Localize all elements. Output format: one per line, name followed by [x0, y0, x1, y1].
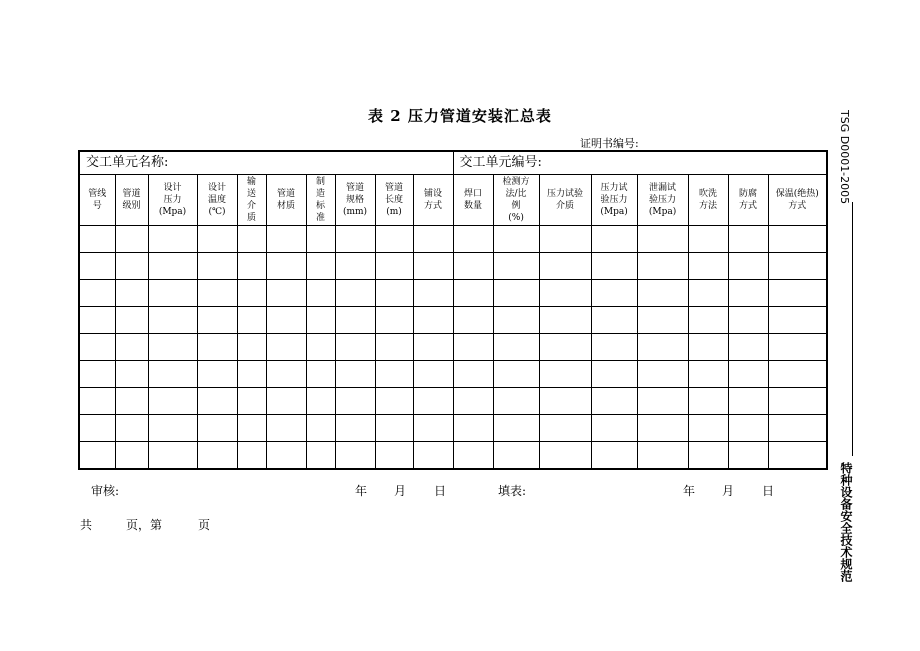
- column-header-line: 设计: [207, 183, 226, 193]
- column-header: [688, 175, 728, 226]
- table-cell[interactable]: [539, 253, 591, 280]
- table-cell[interactable]: [148, 253, 197, 280]
- table-cell[interactable]: [375, 415, 413, 442]
- table-cell[interactable]: [375, 361, 413, 388]
- table-cell[interactable]: [493, 253, 539, 280]
- table-cell[interactable]: [79, 307, 115, 334]
- column-header-line: 验压力: [600, 195, 628, 205]
- fill-month-label: 月: [722, 484, 735, 498]
- column-header: [539, 175, 591, 226]
- column-header-line: 级别: [122, 201, 141, 211]
- table-cell[interactable]: [197, 280, 237, 307]
- table-cell[interactable]: [375, 280, 413, 307]
- table-cell[interactable]: [237, 415, 266, 442]
- table-row: [79, 334, 827, 361]
- table-cell[interactable]: [115, 442, 148, 470]
- table-cell[interactable]: [266, 280, 306, 307]
- column-header-line: 造: [315, 189, 325, 199]
- table-cell[interactable]: [413, 334, 453, 361]
- table-cell[interactable]: [306, 307, 335, 334]
- column-header-line: 压力试: [600, 183, 628, 193]
- table-cell[interactable]: [375, 334, 413, 361]
- column-header-line: 管线: [88, 189, 107, 199]
- fill-year-label: 年: [683, 484, 696, 498]
- table-cell[interactable]: [453, 307, 493, 334]
- column-header-line: 方式: [739, 201, 758, 211]
- table-cell[interactable]: [335, 415, 375, 442]
- column-header-line: 输: [246, 177, 256, 187]
- table-row: [79, 280, 827, 307]
- table-row: [79, 415, 827, 442]
- table-cell[interactable]: [79, 334, 115, 361]
- review-year-label: 年: [355, 484, 368, 498]
- column-header-line: (%): [508, 213, 524, 223]
- table-cell[interactable]: [453, 280, 493, 307]
- table-cell[interactable]: [453, 415, 493, 442]
- column-header-line: 介质: [556, 201, 575, 211]
- table-cell[interactable]: [197, 307, 237, 334]
- column-header-line: (℃): [208, 207, 226, 217]
- table-cell[interactable]: [148, 388, 197, 415]
- column-header-line: 准: [315, 213, 325, 223]
- column-header: [591, 175, 637, 226]
- table-cell[interactable]: [79, 253, 115, 280]
- table-cell[interactable]: [493, 334, 539, 361]
- table-cell[interactable]: [453, 388, 493, 415]
- review-label: 审核:: [91, 484, 120, 498]
- column-header: [148, 175, 197, 226]
- table-row: [79, 253, 827, 280]
- table-cell[interactable]: [306, 280, 335, 307]
- column-header: [266, 175, 306, 226]
- column-header-line: 规格: [345, 195, 364, 205]
- column-header-line: (Mpa): [158, 207, 187, 217]
- column-header-line: 防腐: [739, 189, 758, 199]
- column-header-line: 管道: [122, 189, 141, 199]
- table-cell[interactable]: [375, 442, 413, 470]
- review-day-label: 日: [434, 484, 447, 498]
- table-cell[interactable]: [637, 442, 688, 470]
- table-cell[interactable]: [115, 388, 148, 415]
- standard-name: 特种设备安全技术规范: [839, 462, 853, 582]
- table-cell[interactable]: [335, 388, 375, 415]
- table-cell[interactable]: [591, 253, 637, 280]
- table-row: [79, 442, 827, 470]
- table-cell[interactable]: [539, 307, 591, 334]
- column-header: [637, 175, 688, 226]
- table-cell[interactable]: [266, 388, 306, 415]
- column-header: [768, 175, 827, 226]
- table-cell[interactable]: [591, 226, 637, 253]
- table-cell[interactable]: [591, 415, 637, 442]
- table-cell[interactable]: [728, 361, 768, 388]
- table-cell[interactable]: [148, 307, 197, 334]
- table-cell[interactable]: [148, 361, 197, 388]
- table-cell[interactable]: [375, 226, 413, 253]
- table-cell[interactable]: [413, 226, 453, 253]
- column-header-line: 泄漏试: [649, 183, 677, 193]
- table-cell[interactable]: [768, 361, 827, 388]
- table-cell[interactable]: [413, 253, 453, 280]
- column-header: [375, 175, 413, 226]
- table-cell[interactable]: [768, 280, 827, 307]
- page-total-label: 共: [80, 518, 93, 532]
- table-cell[interactable]: [413, 361, 453, 388]
- table-cell[interactable]: [728, 253, 768, 280]
- table-cell[interactable]: [453, 361, 493, 388]
- table-cell[interactable]: [493, 415, 539, 442]
- table-cell[interactable]: [266, 253, 306, 280]
- column-header: [237, 175, 266, 226]
- table-cell[interactable]: [335, 253, 375, 280]
- table-cell[interactable]: [453, 253, 493, 280]
- column-header: [728, 175, 768, 226]
- column-header-line: 检测方: [502, 177, 530, 187]
- table-cell[interactable]: [637, 361, 688, 388]
- table-cell[interactable]: [413, 388, 453, 415]
- table-cell[interactable]: [728, 388, 768, 415]
- column-header-line: 管道: [384, 183, 403, 193]
- table-cell[interactable]: [539, 415, 591, 442]
- table-cell[interactable]: [237, 253, 266, 280]
- column-header: [493, 175, 539, 226]
- table-cell[interactable]: [79, 280, 115, 307]
- table-cell[interactable]: [306, 415, 335, 442]
- column-header-line: 验压力: [649, 195, 677, 205]
- table-cell[interactable]: [539, 226, 591, 253]
- table-cell[interactable]: [688, 226, 728, 253]
- table-cell[interactable]: [306, 226, 335, 253]
- table-row: [79, 226, 827, 253]
- column-header: [413, 175, 453, 226]
- table-row: [79, 361, 827, 388]
- table-cell[interactable]: [591, 388, 637, 415]
- column-header-line: 号: [92, 201, 102, 211]
- table-cell[interactable]: [413, 307, 453, 334]
- table-cell[interactable]: [688, 334, 728, 361]
- unit-number-label: 交工单元编号:: [459, 155, 542, 170]
- page-end-label: 页: [198, 518, 211, 532]
- table-cell[interactable]: [768, 226, 827, 253]
- table-cell[interactable]: [768, 442, 827, 470]
- column-header: [306, 175, 335, 226]
- table-cell[interactable]: [306, 361, 335, 388]
- column-header: [453, 175, 493, 226]
- table-cell[interactable]: [768, 253, 827, 280]
- table-cell[interactable]: [335, 334, 375, 361]
- header-row: [79, 175, 827, 226]
- column-header-line: 制: [315, 177, 325, 187]
- table-cell[interactable]: [688, 280, 728, 307]
- column-header-line: 管道: [345, 183, 364, 193]
- column-header-line: 温度: [207, 195, 226, 205]
- column-header-line: 压力: [163, 195, 182, 205]
- table-cell[interactable]: [148, 334, 197, 361]
- table-cell[interactable]: [768, 334, 827, 361]
- table-cell[interactable]: [115, 334, 148, 361]
- table-cell[interactable]: [728, 415, 768, 442]
- table-cell[interactable]: [266, 226, 306, 253]
- table-cell[interactable]: [197, 253, 237, 280]
- table-cell[interactable]: [493, 361, 539, 388]
- table-cell[interactable]: [266, 307, 306, 334]
- table-cell[interactable]: [266, 442, 306, 470]
- column-header-line: 方式: [424, 201, 443, 211]
- table-cell[interactable]: [637, 226, 688, 253]
- table-cell[interactable]: [197, 334, 237, 361]
- column-header-line: (Mpa): [648, 207, 677, 217]
- column-header-line: 标: [315, 201, 325, 211]
- certificate-number-label: 证明书编号:: [580, 137, 639, 150]
- table-cell[interactable]: [539, 280, 591, 307]
- column-header-line: 管道: [276, 189, 295, 199]
- column-header-line: 铺设: [424, 189, 443, 199]
- table-cell[interactable]: [728, 280, 768, 307]
- column-header: [197, 175, 237, 226]
- table-cell[interactable]: [79, 226, 115, 253]
- table-cell[interactable]: [688, 253, 728, 280]
- review-month-label: 月: [394, 484, 407, 498]
- table-cell[interactable]: [539, 442, 591, 470]
- table-cell[interactable]: [115, 280, 148, 307]
- unit-name-label: 交工单元名称:: [86, 155, 169, 170]
- table-cell[interactable]: [306, 388, 335, 415]
- column-header-line: 材质: [276, 201, 295, 211]
- table-cell[interactable]: [197, 361, 237, 388]
- column-header-line: 设计: [163, 183, 182, 193]
- unit-number-cell: [453, 151, 827, 175]
- column-header-line: 介: [246, 201, 256, 211]
- table-cell[interactable]: [266, 361, 306, 388]
- table-cell[interactable]: [688, 388, 728, 415]
- unit-name-cell: [79, 151, 453, 175]
- table-cell[interactable]: [237, 442, 266, 470]
- column-header-line: 焊口: [464, 189, 483, 199]
- column-header-line: 例: [511, 201, 521, 211]
- table-cell[interactable]: [197, 415, 237, 442]
- summary-table: [78, 150, 828, 470]
- table-cell[interactable]: [637, 280, 688, 307]
- table-cell[interactable]: [115, 361, 148, 388]
- column-header-line: 方式: [788, 201, 807, 211]
- table-cell[interactable]: [335, 361, 375, 388]
- table-cell[interactable]: [591, 307, 637, 334]
- table-cell[interactable]: [688, 415, 728, 442]
- column-header-line: 法/比: [505, 189, 527, 199]
- table-cell[interactable]: [148, 226, 197, 253]
- table-cell[interactable]: [688, 361, 728, 388]
- page-mid-label: 页，第: [126, 518, 163, 532]
- table-cell[interactable]: [768, 415, 827, 442]
- column-header: [115, 175, 148, 226]
- table-cell[interactable]: [539, 361, 591, 388]
- column-header-line: 数量: [464, 201, 483, 211]
- column-header-line: 压力试验: [547, 189, 584, 199]
- table-cell[interactable]: [79, 361, 115, 388]
- table-cell[interactable]: [335, 442, 375, 470]
- table-cell[interactable]: [591, 442, 637, 470]
- fill-label: 填表:: [498, 484, 527, 498]
- table-cell[interactable]: [637, 253, 688, 280]
- table-cell[interactable]: [728, 226, 768, 253]
- column-header-line: 长度: [384, 195, 403, 205]
- table-cell[interactable]: [306, 334, 335, 361]
- table-cell[interactable]: [637, 307, 688, 334]
- table-cell[interactable]: [115, 253, 148, 280]
- table-cell[interactable]: [768, 307, 827, 334]
- table-cell[interactable]: [197, 388, 237, 415]
- table-cell[interactable]: [237, 388, 266, 415]
- table-row: [79, 307, 827, 334]
- table-cell[interactable]: [148, 280, 197, 307]
- table-cell[interactable]: [591, 334, 637, 361]
- table-cell[interactable]: [115, 415, 148, 442]
- table-cell[interactable]: [637, 334, 688, 361]
- table-cell[interactable]: [493, 280, 539, 307]
- column-header: [79, 175, 115, 226]
- table-cell[interactable]: [637, 388, 688, 415]
- column-header-line: (mm): [342, 207, 368, 217]
- table-cell[interactable]: [266, 415, 306, 442]
- table-cell[interactable]: [413, 442, 453, 470]
- table-cell[interactable]: [493, 226, 539, 253]
- table-cell[interactable]: [79, 415, 115, 442]
- table-cell[interactable]: [453, 442, 493, 470]
- table-cell[interactable]: [79, 388, 115, 415]
- column-header-line: 质: [246, 213, 256, 223]
- fill-day-label: 日: [762, 484, 775, 498]
- table-cell[interactable]: [115, 307, 148, 334]
- column-header-line: 方法: [699, 201, 718, 211]
- page-title: 表 2 压力管道安装汇总表: [368, 107, 552, 125]
- column-header-line: 送: [246, 189, 256, 199]
- table-cell[interactable]: [688, 442, 728, 470]
- standard-code: TSG D0001-2005: [838, 110, 851, 205]
- table-cell[interactable]: [335, 280, 375, 307]
- table-cell[interactable]: [637, 415, 688, 442]
- column-header-line: (Mpa): [600, 207, 628, 217]
- table-cell[interactable]: [453, 334, 493, 361]
- table-cell[interactable]: [335, 226, 375, 253]
- table-cell[interactable]: [375, 253, 413, 280]
- table-cell[interactable]: [197, 442, 237, 470]
- table-cell[interactable]: [148, 415, 197, 442]
- table-cell[interactable]: [768, 388, 827, 415]
- table-cell[interactable]: [237, 307, 266, 334]
- table-cell[interactable]: [266, 334, 306, 361]
- table-cell[interactable]: [148, 442, 197, 470]
- table-cell[interactable]: [237, 361, 266, 388]
- column-header-line: 吹洗: [699, 189, 718, 199]
- table-cell[interactable]: [539, 334, 591, 361]
- table-cell[interactable]: [79, 442, 115, 470]
- column-header: [335, 175, 375, 226]
- table-cell[interactable]: [237, 280, 266, 307]
- column-header-line: (m): [386, 207, 402, 217]
- table-cell[interactable]: [591, 361, 637, 388]
- table-cell[interactable]: [591, 280, 637, 307]
- table-cell[interactable]: [539, 388, 591, 415]
- table-cell[interactable]: [493, 442, 539, 470]
- table-cell[interactable]: [413, 415, 453, 442]
- column-header-line: 保温(绝热): [775, 189, 819, 199]
- table-cell[interactable]: [413, 280, 453, 307]
- table-cell[interactable]: [306, 253, 335, 280]
- table-cell[interactable]: [197, 226, 237, 253]
- table-cell[interactable]: [493, 388, 539, 415]
- table-cell[interactable]: [493, 307, 539, 334]
- table-cell[interactable]: [115, 226, 148, 253]
- table-cell[interactable]: [375, 307, 413, 334]
- table-cell[interactable]: [453, 226, 493, 253]
- table-cell[interactable]: [688, 307, 728, 334]
- table-cell[interactable]: [335, 307, 375, 334]
- table-cell[interactable]: [375, 388, 413, 415]
- table-cell[interactable]: [237, 334, 266, 361]
- table-cell[interactable]: [237, 226, 266, 253]
- table-row: [79, 388, 827, 415]
- table-cell[interactable]: [728, 334, 768, 361]
- sidebar-divider: [852, 202, 853, 456]
- table-cell[interactable]: [306, 442, 335, 470]
- table-cell[interactable]: [728, 307, 768, 334]
- table-cell[interactable]: [728, 442, 768, 470]
